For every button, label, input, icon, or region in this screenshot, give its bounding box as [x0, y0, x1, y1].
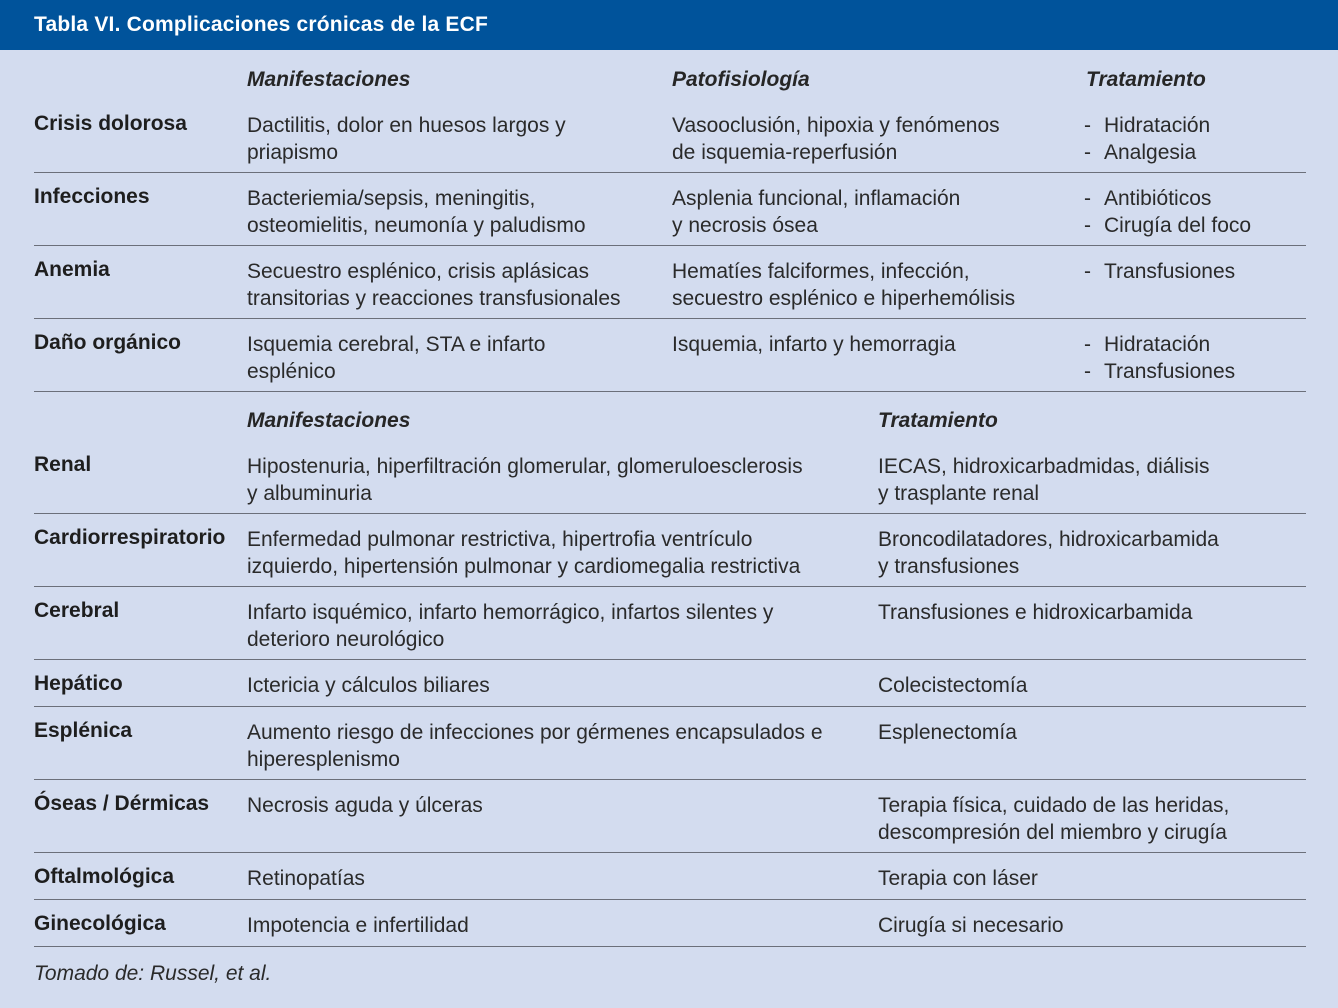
row-divider — [34, 852, 1306, 853]
row-divider — [34, 946, 1306, 947]
tratamiento-cell — [878, 672, 1027, 699]
tratamiento-cell-line: Terapia física, cuidado de las heridas, — [878, 794, 1230, 817]
manifestaciones-cell-line: Aumento riesgo de infecciones por gérmenes encapsulados e — [247, 721, 823, 744]
tratamiento-cell-line: Transfusiones e hidroxicarbamida — [878, 601, 1193, 624]
table-row — [34, 453, 1306, 509]
patofisiologia-cell — [672, 185, 960, 239]
manifestaciones-cell-line: Impotencia e infertilidad — [247, 914, 469, 937]
manifestaciones-cell — [247, 331, 545, 385]
manifestaciones-cell-line: esplénico — [247, 360, 336, 383]
manifestaciones-cell — [247, 599, 773, 653]
manifestaciones-cell-line: Enfermedad pulmonar restrictiva, hipertrofia ventrículo — [247, 528, 753, 551]
section2-header-manifestaciones: Manifestaciones — [247, 409, 411, 432]
manifestaciones-cell-line: Ictericia y cálculos biliares — [247, 674, 490, 697]
tratamiento-cell — [878, 526, 1219, 580]
tratamiento-cell-line: IECAS, hidroxicarbadmidas, diálisis — [878, 455, 1210, 478]
table-title-bar — [0, 0, 1338, 50]
row-label: Renal — [34, 453, 92, 476]
manifestaciones-cell — [247, 792, 483, 819]
tratamiento-cell — [1084, 112, 1210, 166]
patofisiologia-cell-line: de isquemia-reperfusión — [672, 141, 898, 164]
table-row — [34, 258, 1306, 314]
section1-header-patofisiologia: Patofisiología — [672, 68, 810, 91]
manifestaciones-cell — [247, 865, 365, 892]
tratamiento-cell — [1084, 185, 1251, 239]
manifestaciones-cell-line: Secuestro esplénico, crisis aplásicas — [247, 260, 589, 283]
row-divider — [34, 513, 1306, 514]
patofisiologia-cell — [672, 112, 1000, 166]
row-label: Infecciones — [34, 185, 150, 208]
tratamiento-cell — [1084, 258, 1235, 285]
patofisiologia-cell-line: secuestro esplénico e hiperhemólisis — [672, 287, 1016, 310]
tratamiento-cell-line: Esplenectomía — [878, 721, 1017, 744]
source-note: Tomado de: Russel, et al. — [34, 962, 272, 985]
table-row — [34, 792, 1306, 848]
manifestaciones-cell-line: hiperesplenismo — [247, 748, 400, 771]
tratamiento-cell — [878, 719, 1017, 746]
patofisiologia-cell-line: Hematíes falciformes, infección, — [672, 260, 970, 283]
row-divider — [34, 245, 1306, 246]
manifestaciones-cell — [247, 719, 823, 773]
table-row — [34, 912, 1306, 968]
row-divider — [34, 586, 1306, 587]
tratamiento-cell-line: - Antibióticos — [1084, 187, 1212, 210]
row-label: Daño orgánico — [34, 331, 182, 354]
manifestaciones-cell-line: priapismo — [247, 141, 339, 164]
manifestaciones-cell-line: Retinopatías — [247, 867, 365, 890]
manifestaciones-cell-line: Hipostenuria, hiperfiltración glomerular, glomeruloesclerosis — [247, 455, 803, 478]
manifestaciones-cell — [247, 185, 586, 239]
tratamiento-cell-line: Broncodilatadores, hidroxicarbamida — [878, 528, 1219, 551]
manifestaciones-cell — [247, 526, 800, 580]
section1-header-row — [0, 68, 1338, 98]
row-divider — [34, 172, 1306, 173]
manifestaciones-cell — [247, 672, 490, 699]
manifestaciones-cell-line: transitorias y reacciones transfusionales — [247, 287, 621, 310]
manifestaciones-cell — [247, 912, 469, 939]
row-divider — [34, 318, 1306, 319]
section2-header-tratamiento: Tratamiento — [878, 409, 998, 432]
manifestaciones-cell — [247, 453, 803, 507]
tratamiento-cell-line: - Hidratación — [1084, 333, 1211, 356]
tratamiento-cell — [878, 453, 1209, 507]
table-row — [34, 599, 1306, 655]
tratamiento-cell-line: Cirugía si necesario — [878, 914, 1064, 937]
tratamiento-cell-line: y trasplante renal — [878, 482, 1040, 505]
table-row — [34, 719, 1306, 775]
tratamiento-cell-line: - Cirugía del foco — [1084, 214, 1252, 237]
manifestaciones-cell-line: izquierdo, hipertensión pulmonar y cardiomegalia restrictiva — [247, 555, 801, 578]
section1-header-manifestaciones: Manifestaciones — [247, 68, 411, 91]
manifestaciones-cell-line: Isquemia cerebral, STA e infarto — [247, 333, 546, 356]
tratamiento-cell — [878, 865, 1038, 892]
row-divider — [34, 899, 1306, 900]
row-label: Anemia — [34, 258, 110, 281]
tratamiento-cell — [1084, 331, 1235, 385]
tratamiento-cell-line: - Transfusiones — [1084, 360, 1236, 383]
tratamiento-cell — [878, 912, 1064, 939]
patofisiologia-cell — [672, 258, 1015, 312]
tratamiento-cell-line: Terapia con láser — [878, 867, 1038, 890]
row-label: Hepático — [34, 672, 123, 695]
tratamiento-cell — [878, 792, 1229, 846]
section2-header-row — [0, 409, 1338, 439]
table-row — [34, 185, 1306, 241]
row-divider — [34, 659, 1306, 660]
row-label: Cerebral — [34, 599, 120, 622]
section1-header-tratamiento: Tratamiento — [1086, 68, 1206, 91]
patofisiologia-cell-line: y necrosis ósea — [672, 214, 818, 237]
patofisiologia-cell-line: Isquemia, infarto y hemorragia — [672, 333, 956, 356]
row-label: Óseas / Dérmicas — [34, 792, 210, 815]
manifestaciones-cell-line: Dactilitis, dolor en huesos largos y — [247, 114, 566, 137]
row-divider — [34, 779, 1306, 780]
manifestaciones-cell — [247, 112, 566, 166]
table-row — [34, 331, 1306, 387]
row-divider — [34, 391, 1306, 392]
tratamiento-cell-line: - Hidratación — [1084, 114, 1211, 137]
row-label: Cardiorrespiratorio — [34, 526, 226, 549]
row-label: Esplénica — [34, 719, 133, 742]
table-row — [34, 112, 1306, 168]
tratamiento-cell-line: descompresión del miembro y cirugía — [878, 821, 1227, 844]
row-label: Ginecológica — [34, 912, 166, 935]
row-label: Oftalmológica — [34, 865, 175, 888]
manifestaciones-cell — [247, 258, 621, 312]
tratamiento-cell — [878, 599, 1192, 626]
table-title: Tabla VI. Complicaciones crónicas de la ECF — [34, 13, 489, 36]
row-divider — [34, 706, 1306, 707]
tratamiento-cell-line: - Analgesia — [1084, 141, 1197, 164]
tratamiento-cell-line: - Transfusiones — [1084, 260, 1236, 283]
tratamiento-cell-line: Colecistectomía — [878, 674, 1028, 697]
patofisiologia-cell — [672, 331, 956, 358]
manifestaciones-cell-line: deterioro neurológico — [247, 628, 445, 651]
manifestaciones-cell-line: Bacteriemia/sepsis, meningitis, — [247, 187, 536, 210]
manifestaciones-cell-line: osteomielitis, neumonía y paludismo — [247, 214, 586, 237]
tratamiento-cell-line: y transfusiones — [878, 555, 1020, 578]
manifestaciones-cell-line: y albuminuria — [247, 482, 372, 505]
row-label: Crisis dolorosa — [34, 112, 187, 135]
patofisiologia-cell-line: Asplenia funcional, inflamación — [672, 187, 961, 210]
patofisiologia-cell-line: Vasooclusión, hipoxia y fenómenos — [672, 114, 1000, 137]
manifestaciones-cell-line: Necrosis aguda y úlceras — [247, 794, 483, 817]
manifestaciones-cell-line: Infarto isquémico, infarto hemorrágico, infartos silentes y — [247, 601, 774, 624]
table-row — [34, 526, 1306, 582]
